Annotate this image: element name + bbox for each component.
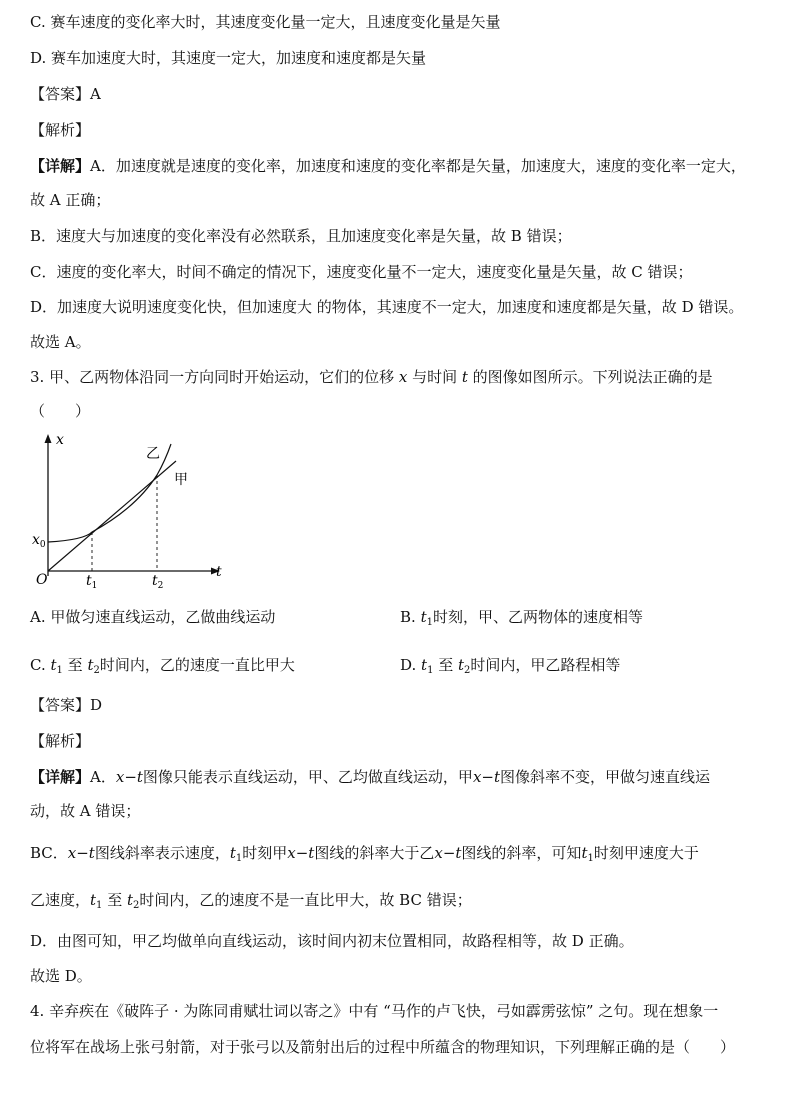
opt-text: C. <box>30 656 51 674</box>
answer-label-q3: 【答案】D <box>30 696 103 714</box>
stem-part: 3. 甲、乙两物体沿同一方向同时开始运动，它们的位移 <box>30 368 399 386</box>
conclusion-q3: 故选 D。 <box>30 967 92 985</box>
sub: 1 <box>96 900 103 911</box>
sub: 1 <box>587 853 594 864</box>
var-t: t <box>229 844 236 862</box>
sub: 1 <box>235 853 243 864</box>
axis-x-label: x <box>56 432 64 448</box>
var-t: t <box>87 656 94 674</box>
answer-label-prev: 【答案】A <box>30 85 101 103</box>
sub: 1 <box>56 665 63 676</box>
opt-text: D. <box>400 656 422 674</box>
detail-text: 时间内，乙的速度不是一直比甲大，故 BC 错误； <box>139 891 472 909</box>
var-xt: x−t <box>115 768 143 786</box>
detail-a-q3-cont: 动，故 A 错误； <box>30 802 141 820</box>
var-t: t <box>50 656 57 674</box>
stem-var-t: t <box>461 368 468 386</box>
detail-tag: 【详解】 <box>30 768 91 786</box>
label-yi: 乙 <box>146 446 160 462</box>
analysis-label-prev: 【解析】 <box>30 121 91 139</box>
detail-text: 图线的斜率大于乙 <box>314 844 435 862</box>
opt-text: 时间内，甲乙路程相等 <box>470 656 621 674</box>
opt-text: 时间内，乙的速度一直比甲大 <box>99 656 295 674</box>
var-t: t <box>126 891 133 909</box>
var-xt: x−t <box>67 844 95 862</box>
var-t: t <box>90 891 97 909</box>
detail-text: A． <box>90 768 116 786</box>
opt-text: 至 <box>62 656 88 674</box>
option-b <box>400 607 643 627</box>
label-jia: 甲 <box>174 472 188 488</box>
detail-a-q3 <box>30 767 710 787</box>
sub: 2 <box>133 900 140 911</box>
sub: 1 <box>427 665 434 676</box>
sub: 1 <box>426 617 433 628</box>
detail-text: 图线的斜率，可知 <box>461 844 582 862</box>
analysis-label-q3: 【解析】 <box>30 732 91 750</box>
x-axis-arrow <box>45 434 52 443</box>
xt-graph <box>24 428 234 590</box>
opt-text: B. <box>400 608 421 626</box>
detail-text: 乙速度， <box>30 891 91 909</box>
detail-text: 图线斜率表示速度， <box>94 844 230 862</box>
detail-text: 图像斜率不变，甲做匀速直线运 <box>500 768 711 786</box>
sub: 2 <box>93 665 100 676</box>
question-4-stem-line1: 4. 辛弃疾在《破阵子 · 为陈同甫赋壮词以寄之》中有 “马作的卢飞快，弓如霹雳弦惊” 之句。现在想象一 <box>30 1002 719 1020</box>
question-3-blank: （ ） <box>30 402 91 420</box>
detail-d-q3: D．由图可知，甲乙均做单向直线运动，该时间内初末位置相同，故路程相等，故 D 正确。 <box>30 932 634 950</box>
detail-text: 图像只能表示直线运动，甲、乙均做直线运动，甲 <box>142 768 473 786</box>
detail-c-prev: C．速度的变化率大，时间不确定的情况下，速度变化量不一定大，速度变化量是矢量，故 C 错误； <box>30 263 693 281</box>
detail-a-prev-cont: 故 A 正确； <box>30 191 111 209</box>
conclusion-prev: 故选 A。 <box>30 333 91 351</box>
var-t: t <box>457 656 465 674</box>
var-t: t <box>421 656 428 674</box>
sub: 2 <box>464 665 471 676</box>
detail-text: 时刻甲 <box>242 844 288 862</box>
question-3-stem <box>30 367 713 387</box>
var-xt: x−t <box>434 844 462 862</box>
origin-label: O <box>36 572 48 588</box>
axis-t-label: t <box>216 564 222 580</box>
detail-text: 时刻甲速度大于 <box>593 844 699 862</box>
stem-part: 的图像如图所示。下列说法正确的是 <box>467 368 713 386</box>
detail-bc-q3 <box>30 843 699 863</box>
detail-text: 至 <box>102 891 127 909</box>
detail-bc-q3-cont <box>30 890 472 910</box>
detail-text: BC． <box>30 844 68 862</box>
var-xt: x−t <box>287 844 315 862</box>
stem-part: 与时间 <box>407 368 462 386</box>
detail-d-prev: D．加速度大说明速度变化快，但加速度大 的物体，其速度不一定大，加速度和速度都是矢量，故 D 错误。 <box>30 298 744 316</box>
opt-text: 至 <box>433 656 458 674</box>
x0-label: $x_0$ <box>32 532 46 550</box>
option-d-prev: D. 赛车加速度大时，其速度一定大，加速度和速度都是矢量 <box>30 49 427 67</box>
question-4-stem-line2: 位将军在战场上张弓射箭，对于张弓以及箭射出后的过程中所蕴含的物理知识，下列理解正确的是（ ） <box>30 1038 736 1056</box>
option-a: A. 甲做匀速直线运动，乙做曲线运动 <box>30 608 276 626</box>
detail-text: A．加速度就是速度的变化率，加速度和速度的变化率都是矢量，加速度大，速度的变化率一定大， <box>90 157 746 175</box>
option-c <box>30 655 295 675</box>
stem-var-x: x <box>398 368 408 386</box>
detail-tag: 【详解】 <box>30 157 91 175</box>
option-d <box>400 655 620 675</box>
detail-a-prev <box>30 156 746 176</box>
var-t: t <box>581 844 588 862</box>
var-xt: x−t <box>472 768 500 786</box>
opt-text: 时刻，甲、乙两物体的速度相等 <box>432 608 643 626</box>
t2-label: $t_2$ <box>152 573 164 590</box>
var-t: t <box>420 608 427 626</box>
t1-label: $t_1$ <box>86 573 98 590</box>
detail-b-prev: B．速度大与加速度的变化率没有必然联系，且加速度变化率是矢量，故 B 错误； <box>30 227 572 245</box>
option-c-prev: C. 赛车速度的变化率大时，其速度变化量一定大，且速度变化量是矢量 <box>30 13 501 31</box>
